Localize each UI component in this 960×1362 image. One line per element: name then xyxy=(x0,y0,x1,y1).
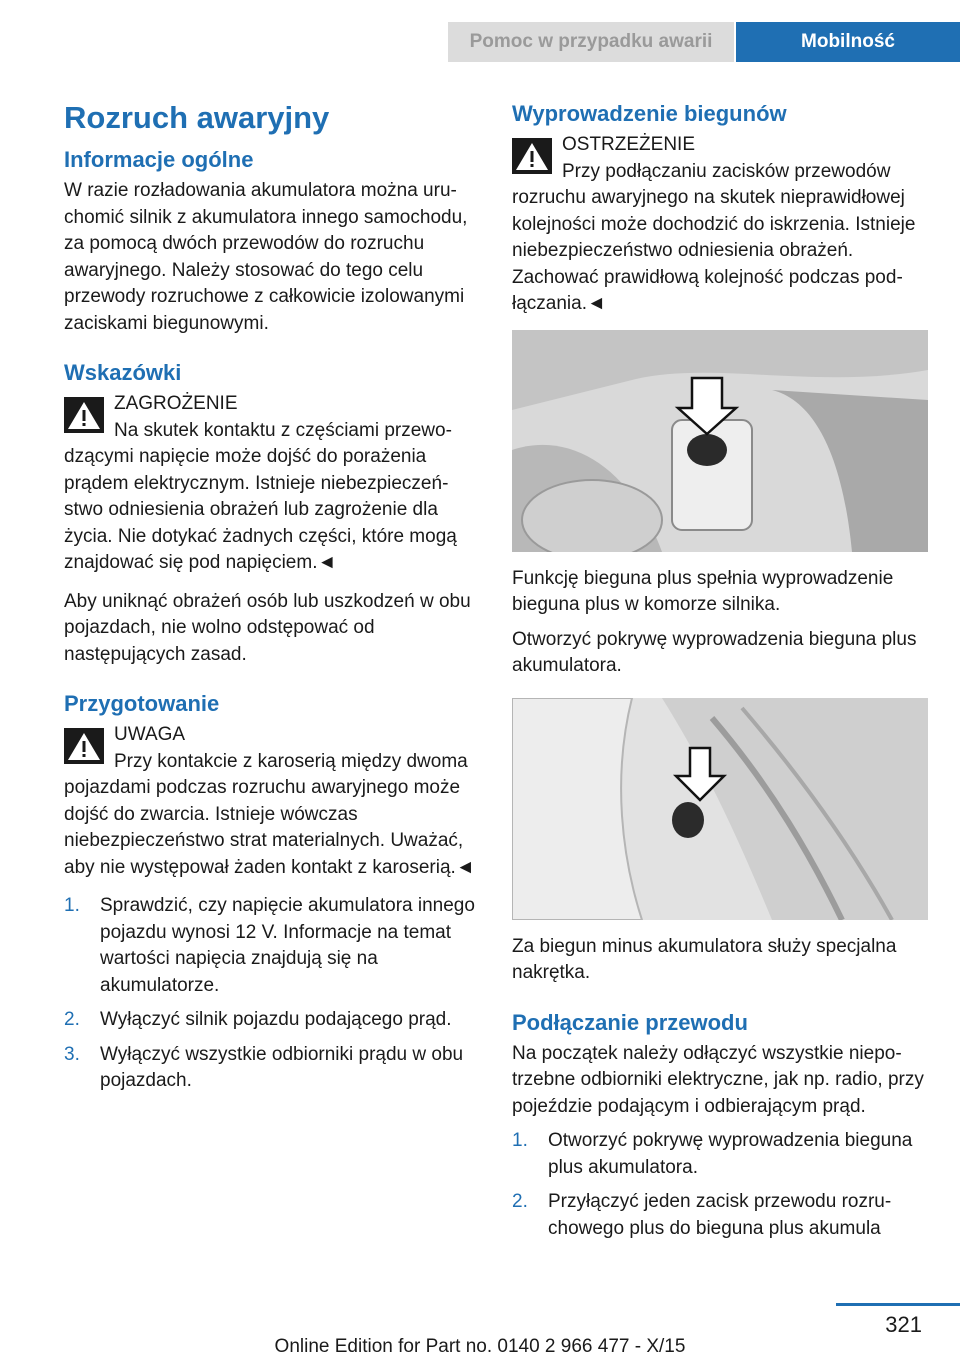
warning-triangle-icon xyxy=(512,138,552,174)
engine-bay-plus-illustration xyxy=(512,330,928,552)
engine-bay-minus-illustration xyxy=(512,698,928,920)
connect-steps xyxy=(512,1128,928,1242)
footer-rule xyxy=(836,1303,960,1306)
minus-text: Za biegun minus akumulatora służy specjalna nakrętka. xyxy=(512,935,897,983)
page-number: 321 xyxy=(885,1312,922,1337)
hints-text: Aby uniknąć obrażeń osób lub uszkodzeń w obu pojazdach, nie wolno odstępować od następujących zasad. xyxy=(64,590,471,665)
danger-notice xyxy=(64,391,480,577)
list-item: 2. Wyłączyć silnik pojazdu podającego prąd. xyxy=(64,1009,452,1030)
poles-heading: Wyprowadzenie biegunów xyxy=(512,101,787,126)
list-item: 2. Przyłączyć jeden zacisk przewodu rozruchowego plus do bieguna plus akumula xyxy=(512,1191,892,1239)
plus-pole-photo xyxy=(512,330,928,552)
danger-text: Na skutek kontaktu z częściami przewodzącymi napięcie może dojść do porażenia prądem elektrycznym. Istnieje niebezpieczeństwo odniesienia obrażeń lub zagrożenie dla życia. Nie dotykać żadnych części, które mogą znajdować się pod napięciem.◄ xyxy=(64,419,457,573)
caution-text: Przy kontakcie z karoserią między dwoma pojazdami podczas rozruchu awaryjnego może dojść do zwarcia. Istnieje wówczas niebezpieczeństwo strat materialnych. Uważać, aby nie występował żaden kontakt z karoserią.◄ xyxy=(64,750,475,878)
warning-triangle-icon xyxy=(64,397,104,433)
warning-label: OSTRZEŻENIE xyxy=(562,134,696,155)
plus-text-2: Otworzyć pokrywę wyprowadzenia bieguna plus akumulatora. xyxy=(512,628,917,676)
danger-label: ZAGROŻENIE xyxy=(114,393,238,414)
connect-heading: Podłączanie przewodu xyxy=(512,1009,748,1035)
edition-note: Online Edition for Part no. 0140 2 966 477 - X/15 xyxy=(274,1336,686,1357)
page-title: Rozruch awaryjny xyxy=(64,100,330,135)
warning-notice xyxy=(512,132,928,318)
page-header xyxy=(0,0,960,62)
list-item: 1. Otworzyć pokrywę wyprowadzenia bieguna plus akumulatora. xyxy=(512,1130,913,1178)
right-column xyxy=(512,100,928,1250)
left-column xyxy=(64,100,480,1103)
chapter-tab: Mobilność xyxy=(736,22,960,62)
list-item: 3. Wyłączyć wszystkie odbiorniki prądu w obu pojazdach. xyxy=(64,1043,464,1091)
warning-text: Przy podłączaniu zacisków przewodów rozruchu awaryjnego na skutek nieprawidłowej kolejności może dochodzić do iskrzenia. Istnieje niebezpieczeństwo odniesienia obrażeń. Zachować prawidłową kolejność podczas podłączania.◄ xyxy=(512,160,916,314)
general-heading: Informacje ogólne xyxy=(64,147,254,172)
caution-label: UWAGA xyxy=(114,724,186,745)
warning-triangle-icon xyxy=(64,728,104,764)
list-item: 1. Sprawdzić, czy napięcie akumulatora innego pojazdu wynosi 12 V. Informacje na temat wartości napięcia znajdują się na akumulatorze. xyxy=(64,895,475,996)
general-text: W razie rozładowania akumulatora można uruchomić silnik z akumulatora innego samochodu, za pomocą dwóch przewodów do rozruchu awaryjnego. Należy stosować do tego celu przewody rozruchowe z całkowicie izolowanymi zaciskami biegunowymi. xyxy=(64,180,468,334)
section-tab: Pomoc w przypadku awarii xyxy=(448,22,734,62)
plus-text-1: Funkcję bieguna plus spełnia wyprowadzenie bieguna plus w komorze silnika. xyxy=(512,567,894,615)
hints-heading: Wskazówki xyxy=(64,360,182,385)
minus-pole-photo xyxy=(512,698,928,920)
caution-notice xyxy=(64,722,480,881)
prep-heading: Przygotowanie xyxy=(64,691,220,716)
prep-steps xyxy=(64,893,480,1095)
connect-text: Na początek należy odłączyć wszystkie niepotrzebne odbiorniki elektryczne, jak np. radio, przy pojeździe podającym i odbierającym prąd. xyxy=(512,1042,924,1117)
